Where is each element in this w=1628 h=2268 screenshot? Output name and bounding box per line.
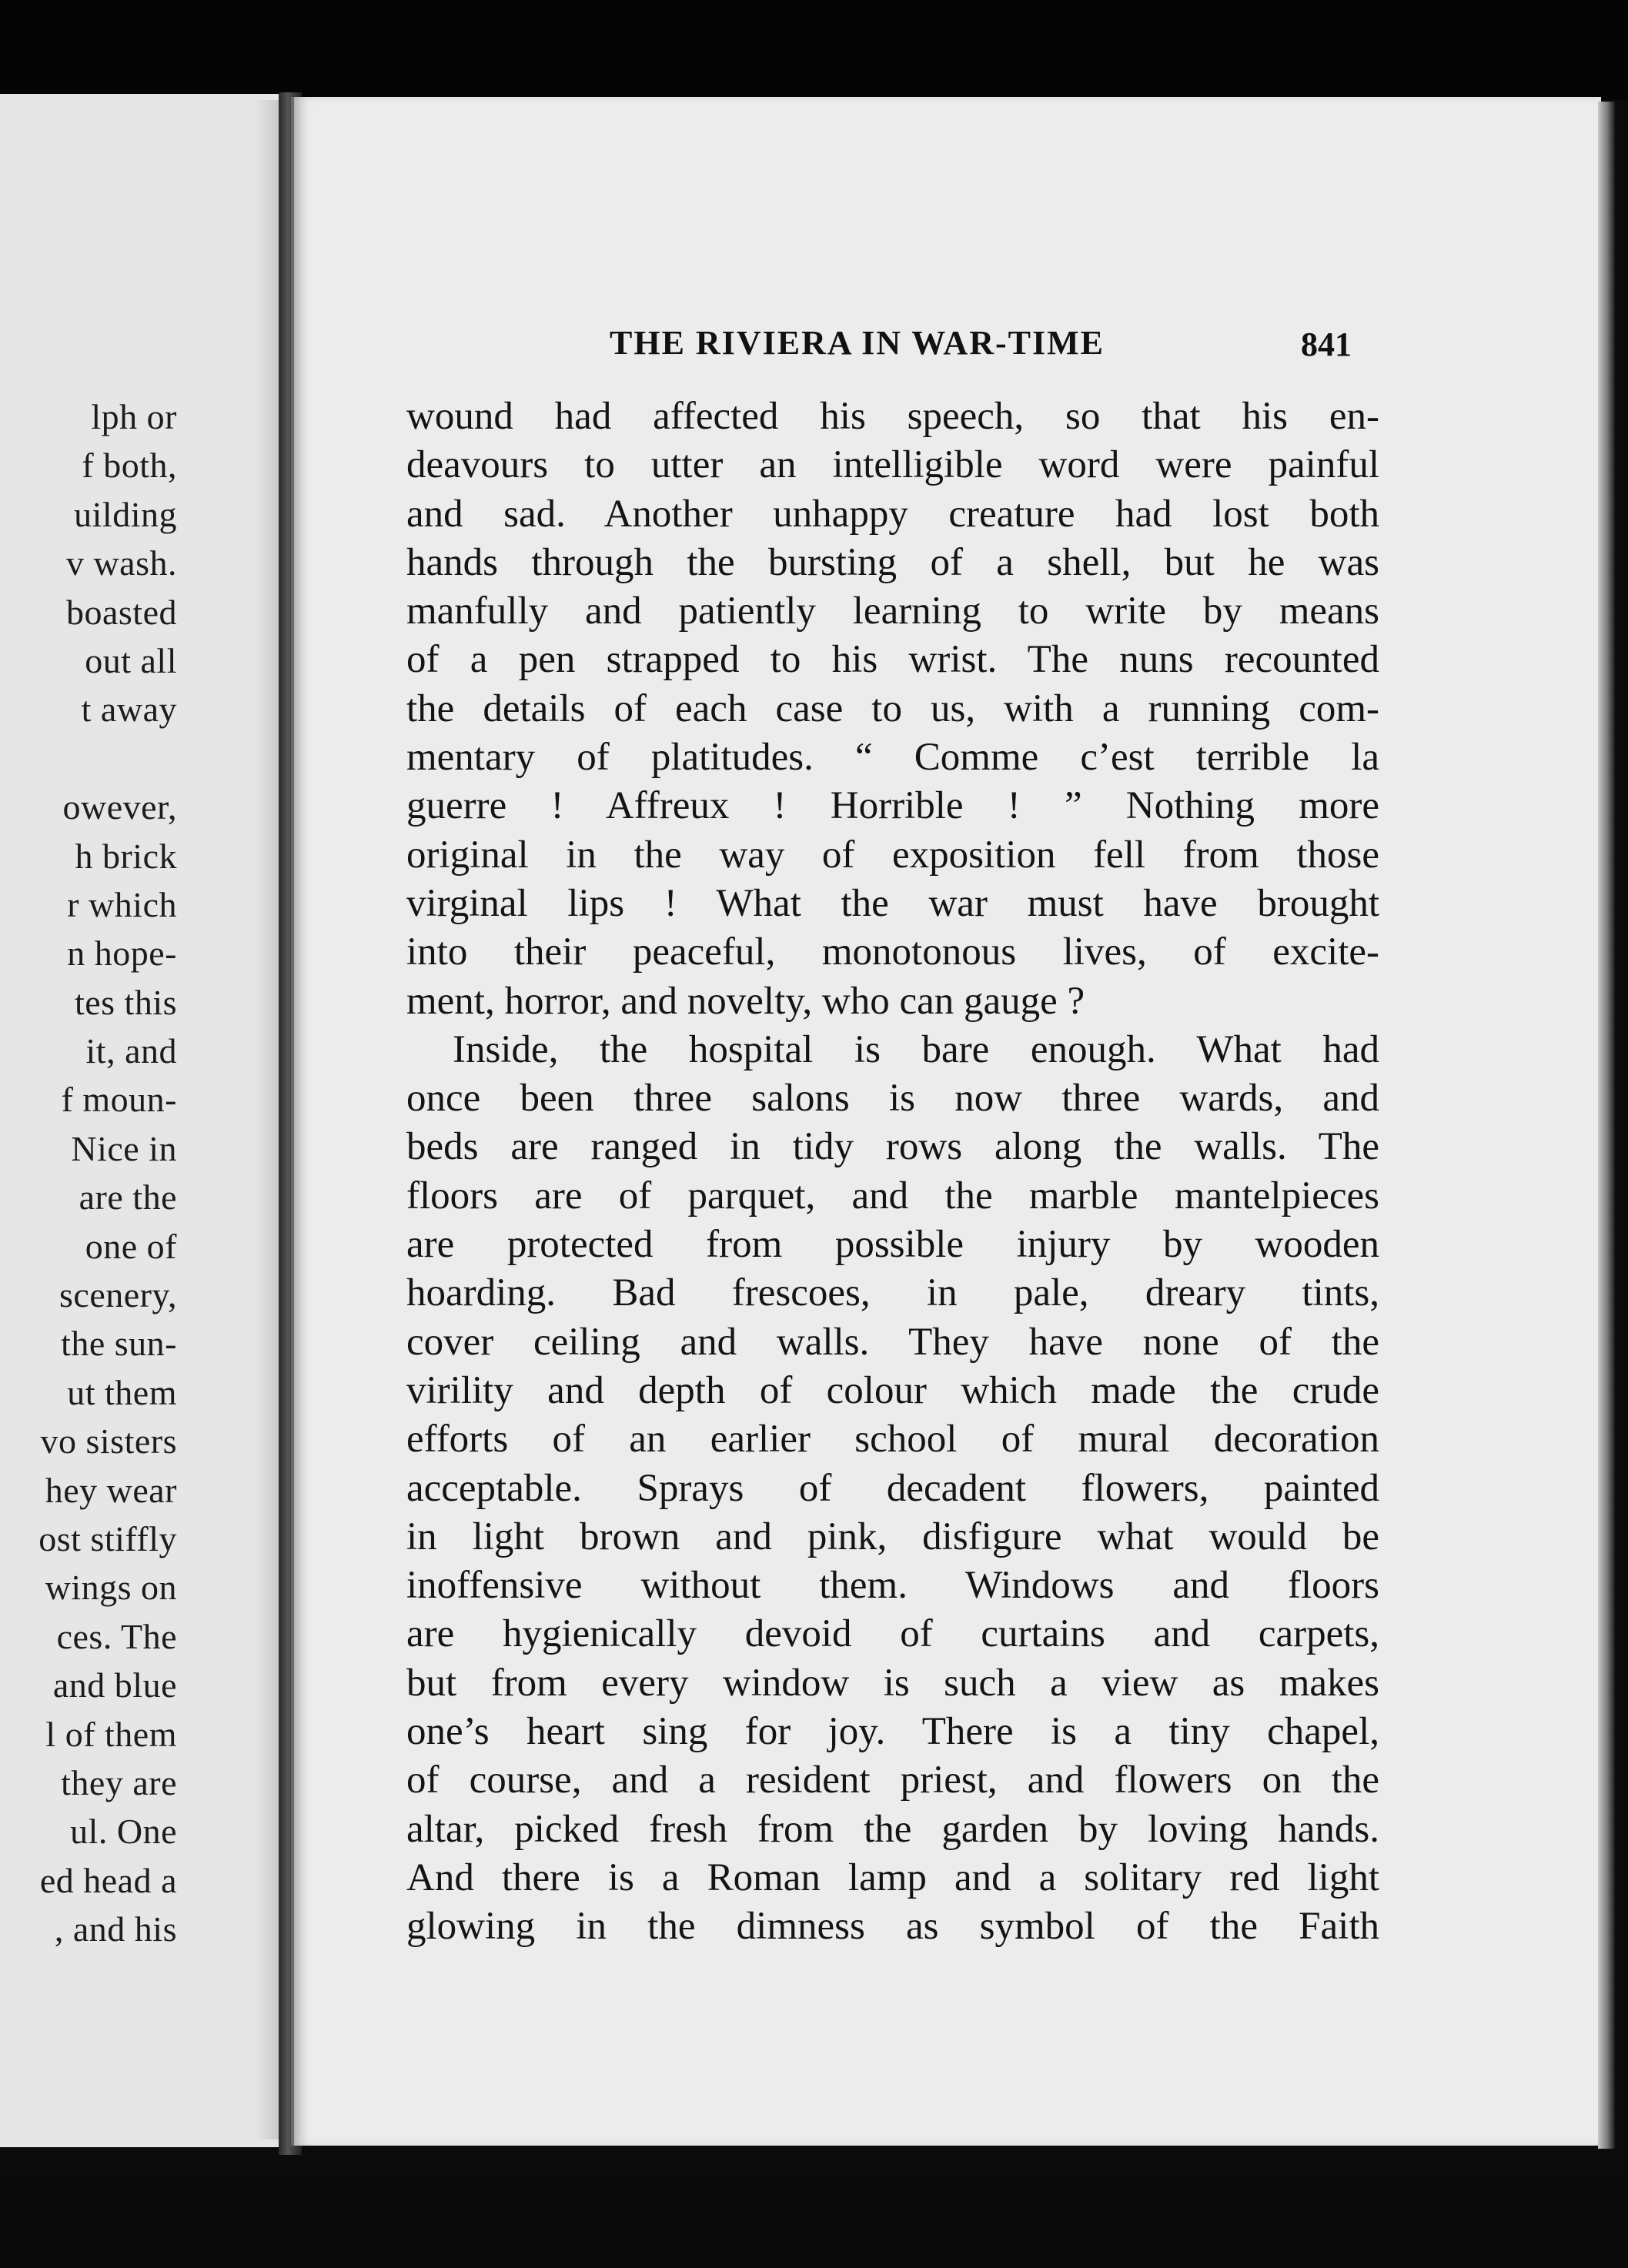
left-line: they are bbox=[61, 1762, 177, 1802]
page-edge bbox=[1598, 102, 1615, 2149]
text-line: virginal lips ! What the war must have brought bbox=[406, 881, 1379, 925]
paragraph-end-line: ment, horror, and novelty, who can gauge ? bbox=[406, 979, 1085, 1023]
left-page-text bbox=[0, 392, 177, 1954]
text-line: acceptable. Sprays of decadent flowers, painted bbox=[406, 1466, 1379, 1510]
left-line: the sun- bbox=[61, 1324, 177, 1364]
text-line: of a pen strapped to his wrist. The nuns recounted bbox=[406, 638, 1379, 682]
left-facing-page bbox=[0, 94, 281, 2147]
running-head: THE RIVIERA IN WAR-TIME bbox=[610, 324, 1105, 362]
page-body-text bbox=[406, 392, 1379, 1952]
left-line: t away bbox=[81, 690, 177, 730]
paragraph-start-line: Inside, the hospital is bare enough. What had bbox=[453, 1027, 1379, 1071]
text-line: of course, and a resident priest, and flowers on the bbox=[406, 1759, 1379, 1802]
left-line: v wash. bbox=[65, 543, 177, 583]
text-line: hands through the bursting of a shell, but he was bbox=[406, 540, 1379, 584]
left-line: vo sisters bbox=[40, 1421, 177, 1461]
left-line: h brick bbox=[75, 836, 177, 876]
text-line: hoarding. Bad frescoes, in pale, dreary tints, bbox=[406, 1271, 1379, 1315]
text-line: manfully and patiently learning to write by means bbox=[406, 590, 1379, 633]
left-line: f both, bbox=[82, 446, 177, 486]
left-line-blank bbox=[0, 734, 177, 783]
left-line: scenery, bbox=[59, 1275, 177, 1315]
text-line: original in the way of exposition fell from those bbox=[406, 833, 1379, 877]
text-line: into their peaceful, monotonous lives, of excite- bbox=[406, 930, 1379, 974]
text-line: altar, picked fresh from the garden by loving hands. bbox=[406, 1807, 1379, 1851]
left-line: Nice in bbox=[71, 1128, 177, 1168]
left-line: ut them bbox=[67, 1372, 177, 1412]
text-line: guerre ! Affreux ! Horrible ! ” Nothing more bbox=[406, 784, 1379, 828]
text-line: And there is a Roman lamp and a solitary red light bbox=[406, 1855, 1379, 1899]
text-line: are hygienically devoid of curtains and carpets, bbox=[406, 1612, 1379, 1656]
text-line: mentary of platitudes. “ Comme c’est terrible la bbox=[406, 736, 1379, 780]
text-line: are protected from possible injury by wooden bbox=[406, 1223, 1379, 1267]
left-line: owever, bbox=[62, 787, 177, 827]
left-line: uilding bbox=[74, 494, 177, 534]
left-line: tes this bbox=[74, 982, 177, 1022]
left-line: wings on bbox=[45, 1568, 177, 1608]
left-line: r which bbox=[67, 884, 177, 924]
scan-background-top bbox=[0, 0, 1628, 100]
text-line: the details of each case to us, with a running com- bbox=[406, 686, 1379, 730]
left-line: ul. One bbox=[70, 1812, 177, 1852]
page-number: 841 bbox=[1301, 326, 1352, 363]
left-line: f moun- bbox=[61, 1080, 177, 1120]
text-line: but from every window is such a view as makes bbox=[406, 1661, 1379, 1705]
text-line: one’s heart sing for joy. There is a tiny chapel, bbox=[406, 1710, 1379, 1754]
left-line: ost stiffly bbox=[38, 1518, 177, 1558]
left-line: are the bbox=[79, 1177, 177, 1218]
left-line: it, and bbox=[85, 1031, 177, 1071]
left-line: and blue bbox=[52, 1665, 177, 1705]
left-line: n hope- bbox=[67, 934, 177, 974]
text-line: in light brown and pink, disfigure what would be bbox=[406, 1515, 1379, 1558]
text-line: wound had affected his speech, so that his en- bbox=[406, 395, 1379, 438]
left-line: l of them bbox=[45, 1714, 177, 1754]
text-line: efforts of an earlier school of mural decoration bbox=[406, 1418, 1379, 1461]
left-line: ces. The bbox=[56, 1616, 177, 1656]
left-line: one of bbox=[85, 1226, 177, 1266]
text-line: beds are ranged in tidy rows along the walls. The bbox=[406, 1125, 1379, 1169]
text-line: once been three salons is now three wards, and bbox=[406, 1077, 1379, 1121]
left-line: ed head a bbox=[39, 1860, 177, 1900]
text-line: and sad. Another unhappy creature had lost both bbox=[406, 492, 1379, 536]
text-line: cover ceiling and walls. They have none of the bbox=[406, 1320, 1379, 1364]
text-line: floors are of parquet, and the marble mantelpieces bbox=[406, 1174, 1379, 1218]
left-line: lph or bbox=[91, 397, 177, 436]
left-line: boasted bbox=[65, 592, 177, 632]
text-line: virility and depth of colour which made the crude bbox=[406, 1368, 1379, 1412]
left-line: , and his bbox=[54, 1909, 177, 1949]
text-line: deavours to utter an intelligible word were painful bbox=[406, 443, 1379, 487]
scan-background-bottom bbox=[0, 2178, 1628, 2268]
left-line: out all bbox=[85, 640, 177, 680]
text-line: glowing in the dimness as symbol of the Faith bbox=[406, 1905, 1379, 1949]
text-line: inoffensive without them. Windows and floors bbox=[406, 1564, 1379, 1608]
left-line: hey wear bbox=[45, 1470, 177, 1510]
